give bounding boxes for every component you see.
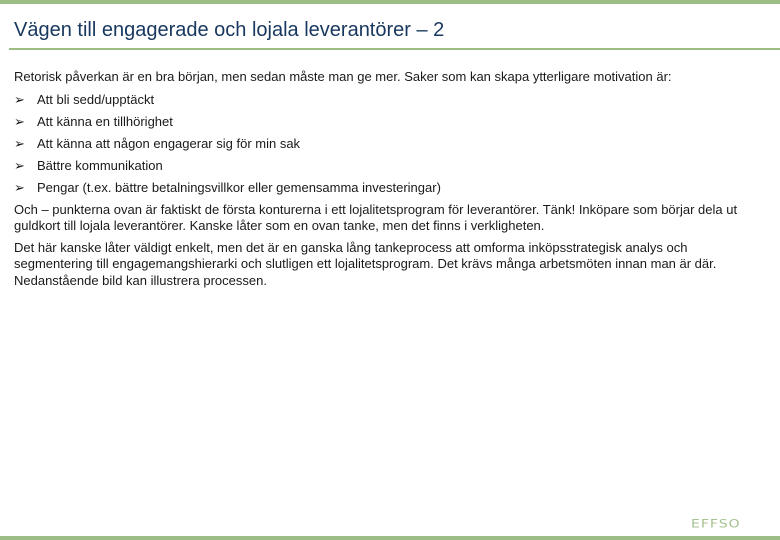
arrow-bullet-icon: ➢: [14, 135, 25, 151]
list-item: [14, 136, 766, 158]
slide-body: [14, 69, 766, 289]
bottom-accent-rule: [0, 536, 780, 540]
list-item-text: Att känna en tillhörighet: [37, 113, 173, 129]
list-item-text: Bättre kommunikation: [37, 157, 163, 173]
arrow-bullet-icon: ➢: [14, 91, 25, 107]
arrow-bullet-icon: ➢: [14, 113, 25, 129]
intro-paragraph: Retorisk påverkan är en bra början, men sedan måste man ge mer. Saker som kan skapa ytterligare motivation är:: [14, 69, 672, 84]
loyalty-paragraph: Och – punkterna ovan är faktiskt de första konturerna i ett lojalitetsprogram för leverantörer. Tänk! Inköpare som börjar dela ut guldkort till lojala leverantörer. Kanske låter som en ovan tanke, men det finns i verkligheten.: [14, 201, 738, 233]
process-paragraph: Det här kanske låter väldigt enkelt, men det är en ganska lång tankeprocess att omforma inköpsstrategisk analys och segmentering till engagemangshierarki och slutligen ett lojalitetsprogram. Det krävs många arbetsmöten innan man är där. Nedanstående bild kan illustrera processen.: [14, 239, 717, 288]
motivation-list: [14, 92, 766, 202]
list-item: [14, 180, 766, 202]
top-accent-rule: [0, 0, 780, 4]
slide-title: Vägen till engagerade och lojala leverantörer – 2: [14, 19, 445, 41]
list-item-text: Att bli sedd/upptäckt: [37, 91, 155, 107]
title-underline-rule: [9, 48, 780, 50]
list-item: [14, 158, 766, 180]
effso-logo: EFFSO: [691, 518, 741, 531]
list-item: [14, 114, 766, 136]
arrow-bullet-icon: ➢: [14, 157, 25, 173]
list-item-text: Pengar (t.ex. bättre betalningsvillkor eller gemensamma investeringar): [37, 179, 441, 195]
arrow-bullet-icon: ➢: [14, 179, 25, 195]
list-item-text: Att känna att någon engagerar sig för min sak: [37, 135, 301, 151]
list-item: [14, 92, 766, 114]
